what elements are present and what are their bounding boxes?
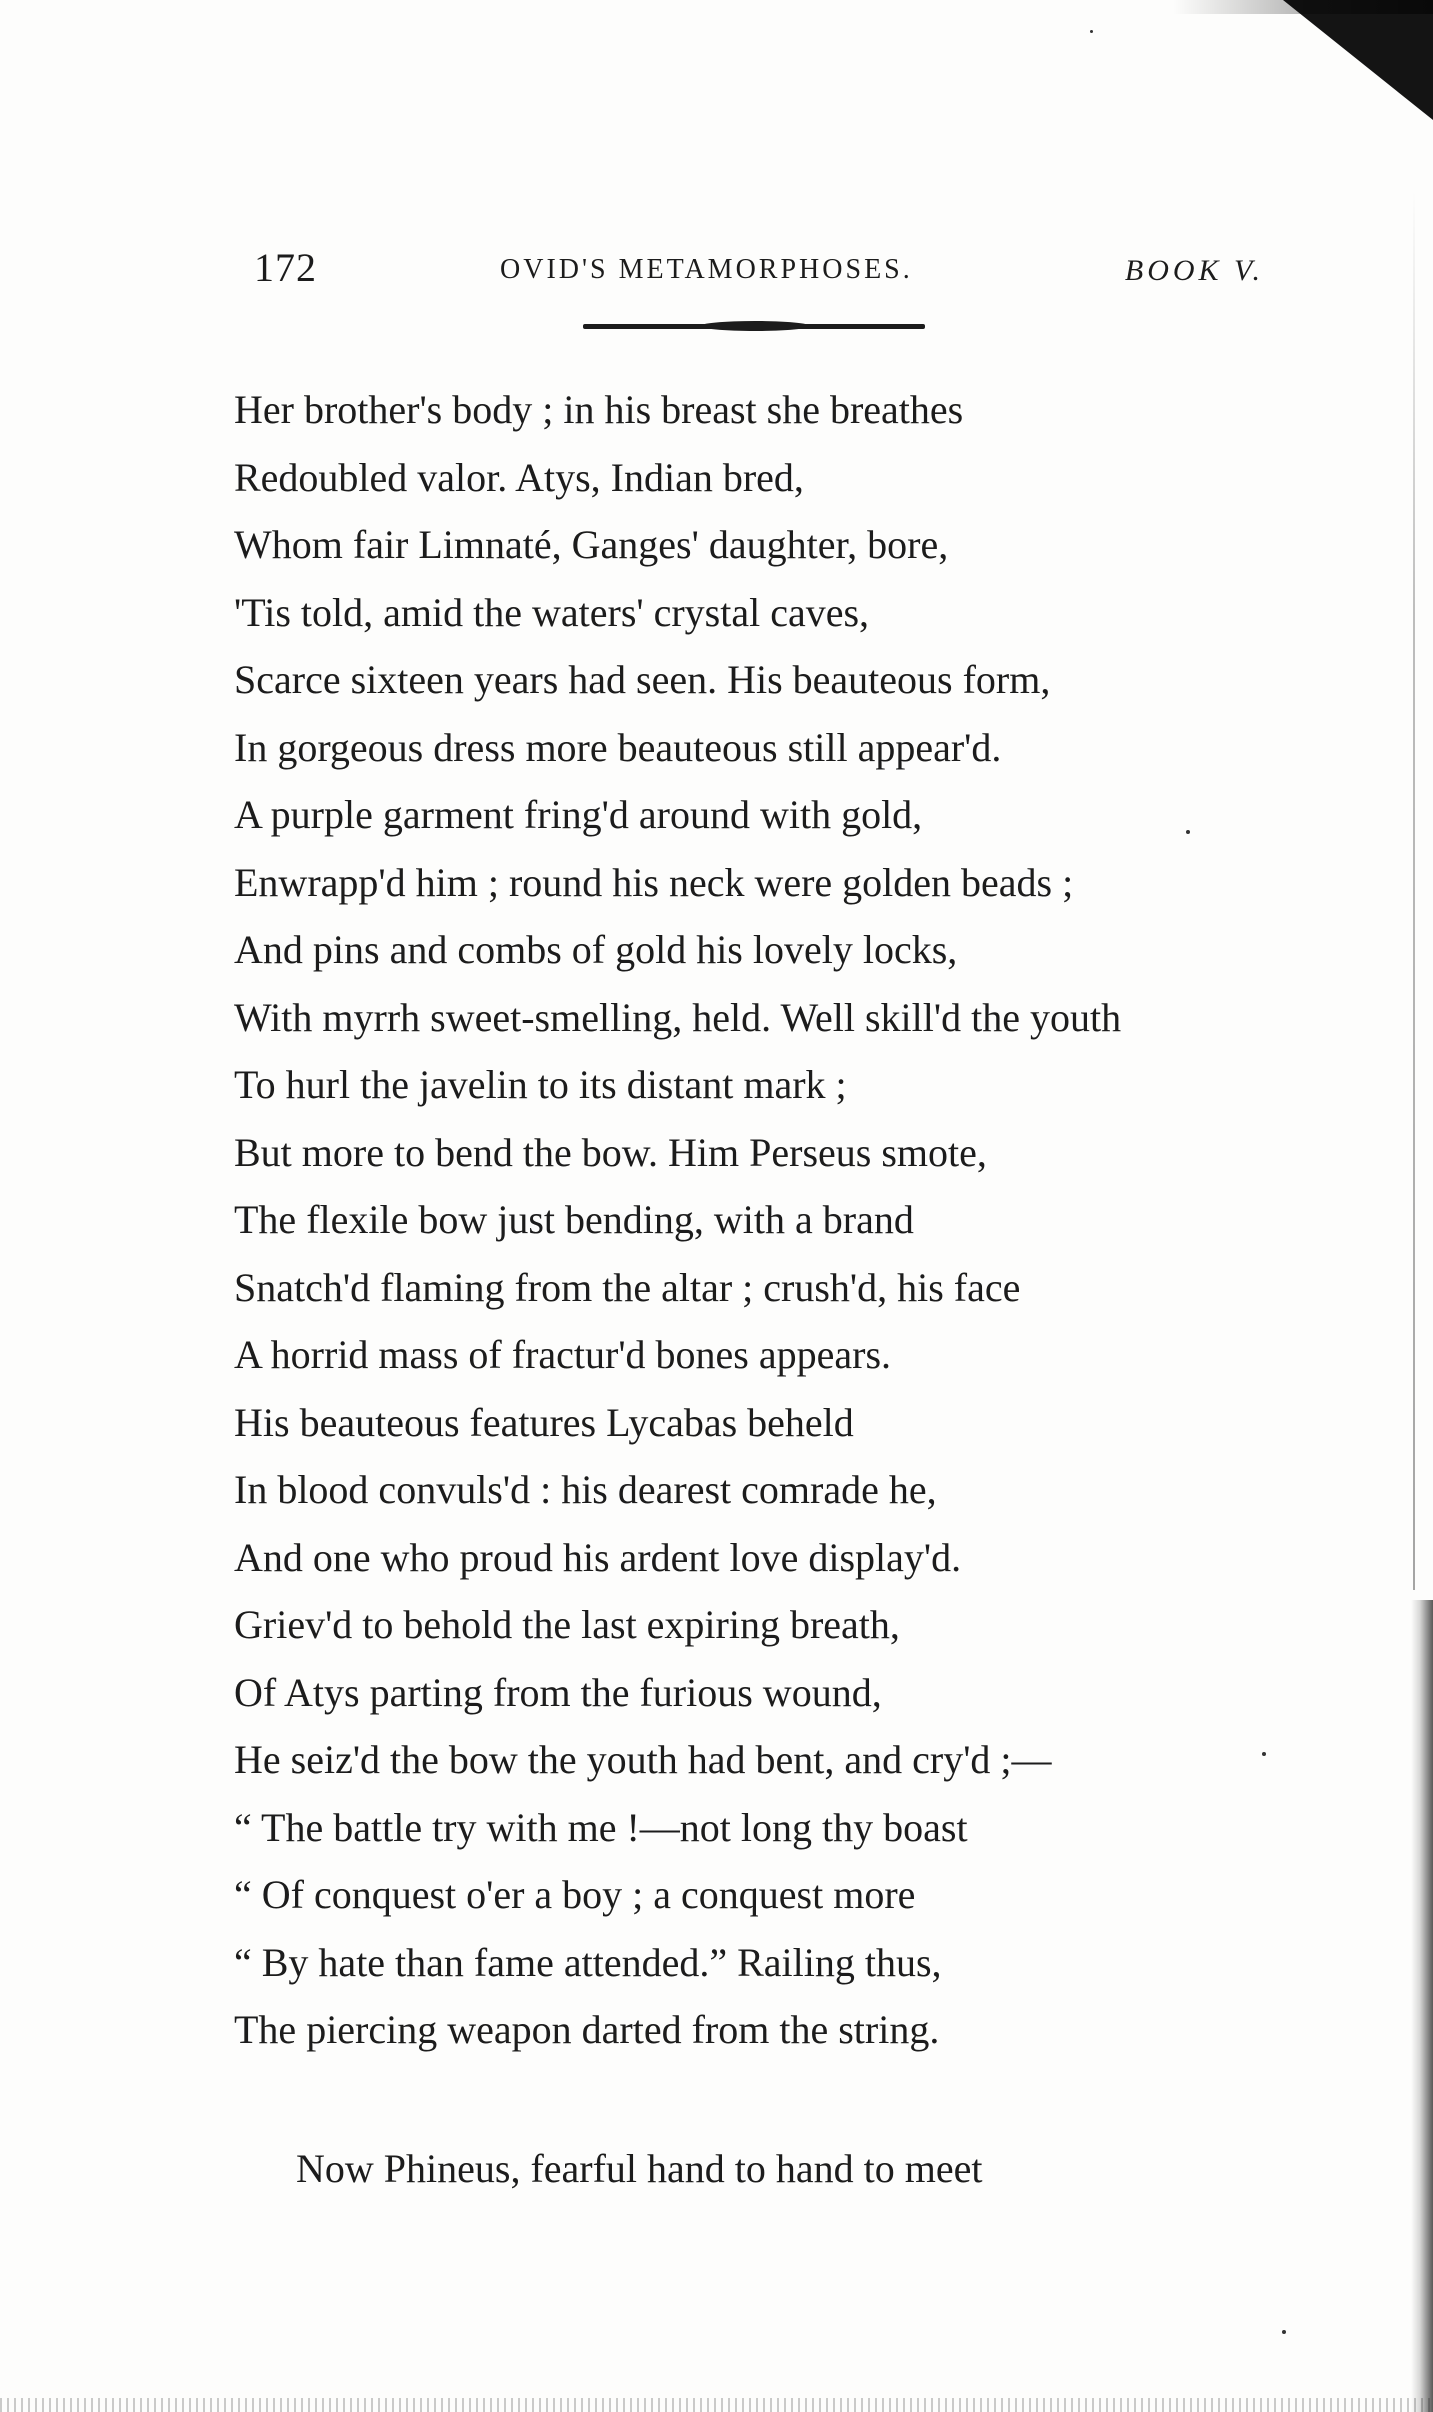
poem-line: Griev'd to behold the last expiring breath, xyxy=(234,1602,900,1647)
page-curl-shadow xyxy=(1283,0,1433,120)
next-stanza-line: Now Phineus, fearful hand to hand to meet xyxy=(296,2145,983,2191)
poem-line: His beauteous features Lycabas beheld xyxy=(234,1399,854,1445)
page-top-edge-shadow xyxy=(1173,0,1433,14)
poem-line: Scarce sixteen years had seen. His beauteous form, xyxy=(234,657,1051,702)
poem-line: But more to bend the bow. Him Perseus smote, xyxy=(234,1129,987,1175)
poem-line: “ By hate than fame attended.” Railing thus, xyxy=(234,1939,942,1985)
poem-line: In blood convuls'd : his dearest comrade he, xyxy=(234,1467,937,1512)
poem-line: Of Atys parting from the furious wound, xyxy=(234,1669,882,1715)
poem-line: Redoubled valor. Atys, Indian bred, xyxy=(234,454,804,500)
poem-line: The flexile bow just bending, with a brand xyxy=(234,1197,914,1242)
poem-line: And pins and combs of gold his lovely locks, xyxy=(234,927,958,972)
poem-line: “ The battle try with me !—not long thy boast xyxy=(234,1804,968,1850)
poem-line: And one who proud his ardent love display'd. xyxy=(234,1534,962,1580)
poem-line: He seiz'd the bow the youth had bent, and cry'd ;— xyxy=(234,1737,1052,1782)
page-number: 172 xyxy=(254,245,317,290)
paper-speck xyxy=(1262,1752,1266,1756)
poem-line: 'Tis told, amid the waters' crystal caves, xyxy=(234,589,870,635)
poem-line: Her brother's body ; in his breast she breathes xyxy=(234,387,964,432)
header-rule-ornament xyxy=(700,321,810,331)
paper-speck xyxy=(1090,30,1093,33)
poem-line: “ Of conquest o'er a boy ; a conquest more xyxy=(234,1872,916,1917)
poem-line: Whom fair Limnaté, Ganges' daughter, bore, xyxy=(234,522,949,567)
poem-line: With myrrh sweet-smelling, held. Well skill'd the youth xyxy=(234,994,1122,1040)
poem-line: Enwrapp'd him ; round his neck were golden beads ; xyxy=(234,859,1074,905)
poem-line: The piercing weapon darted from the string. xyxy=(234,2007,940,2052)
poem-line: Snatch'd flaming from the altar ; crush'd, his face xyxy=(234,1264,1021,1310)
poem-text xyxy=(234,376,1294,2202)
paper-speck xyxy=(1282,2330,1286,2334)
page-bottom-edge xyxy=(0,2398,1433,2412)
poem-line: A purple garment fring'd around with gold, xyxy=(234,792,923,837)
page-edge-line xyxy=(1413,190,1415,1590)
paper-speck xyxy=(1186,830,1190,834)
poem-line: To hurl the javelin to its distant mark ; xyxy=(234,1062,847,1107)
running-title: OVID'S METAMORPHOSES. xyxy=(500,254,913,285)
gutter-shadow xyxy=(1411,1600,1433,2412)
book-label: BOOK V. xyxy=(1124,254,1264,287)
poem-line: A horrid mass of fractur'd bones appears. xyxy=(234,1332,892,1377)
page-header xyxy=(254,244,1264,294)
poem-line: In gorgeous dress more beauteous still appear'd. xyxy=(234,724,1002,770)
